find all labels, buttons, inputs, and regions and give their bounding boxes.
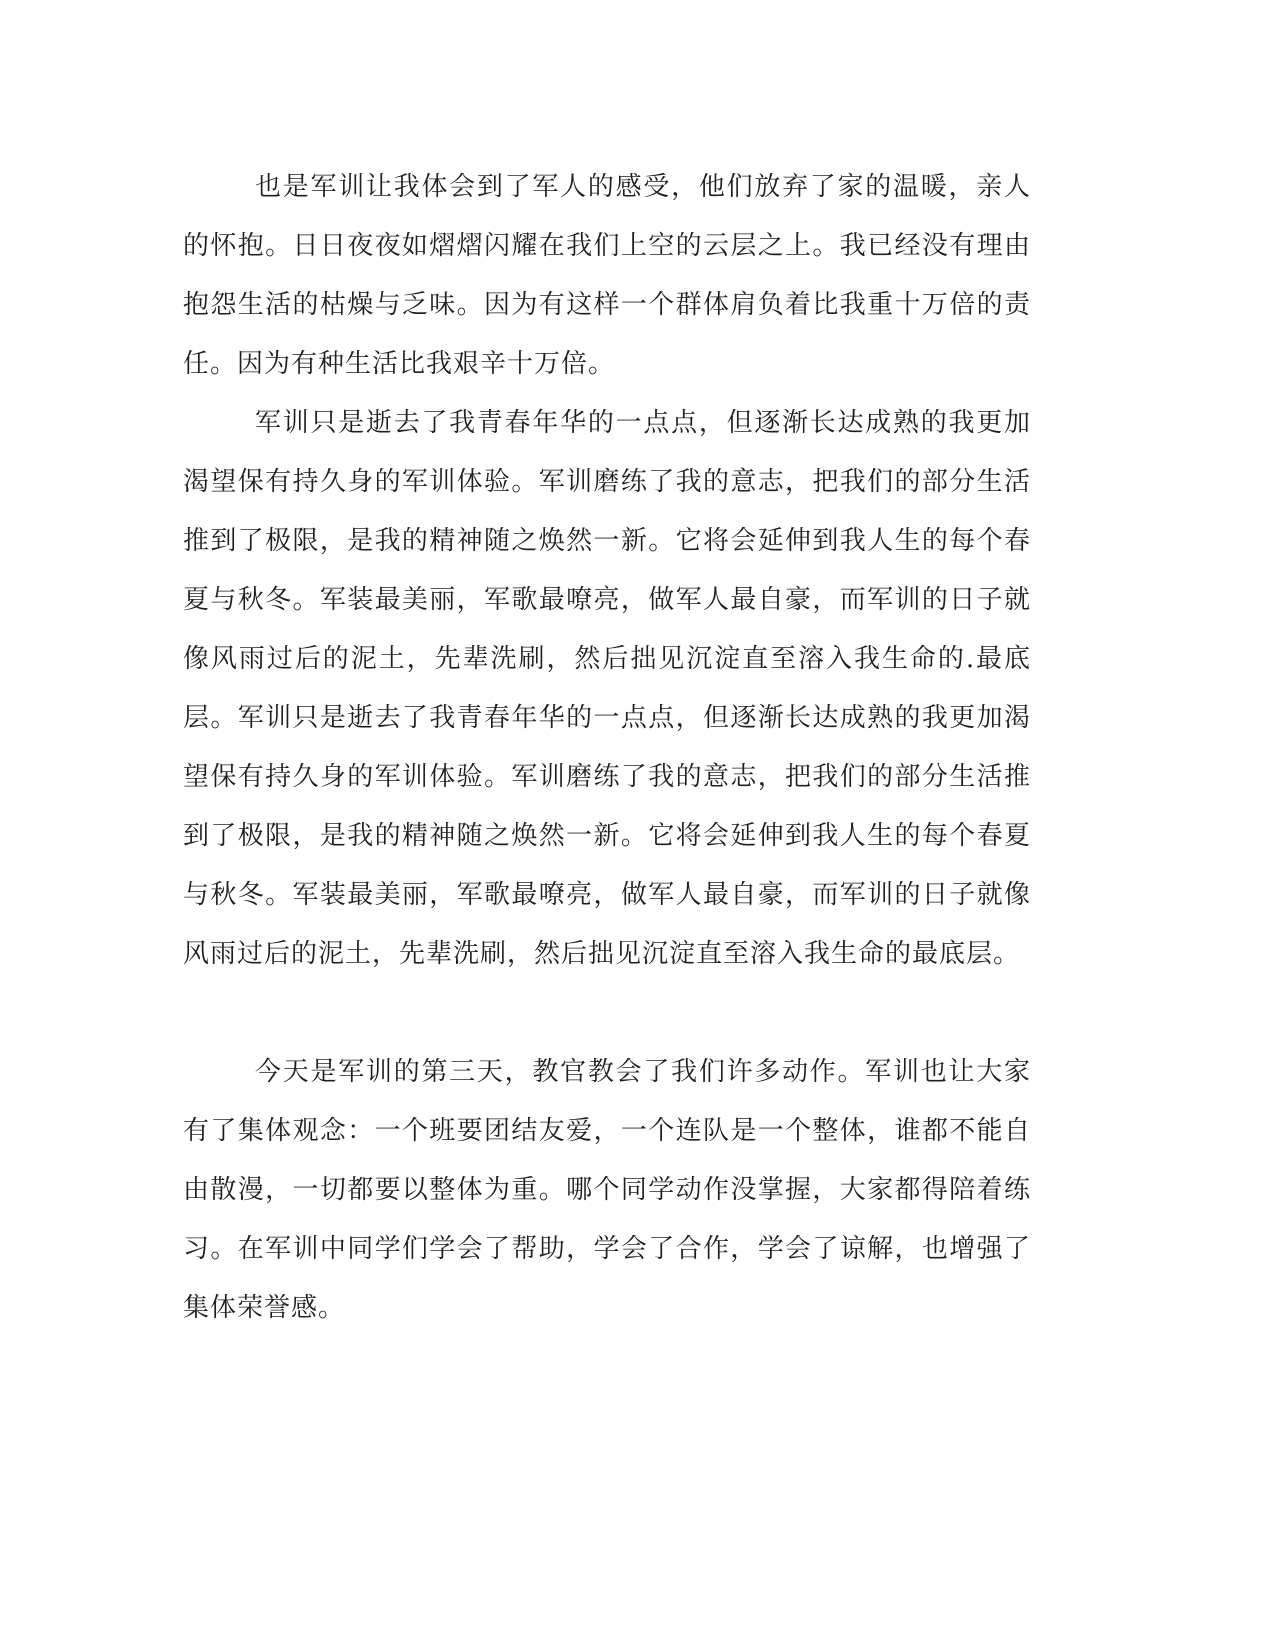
document-body: [183, 158, 1031, 1338]
paragraph-2: 军训只是逝去了我青春年华的一点点，但逐渐长达成熟的我更加渴望保有持久身的军训体验。军训磨练了我的意志，把我们的部分生活推到了极限，是我的精神随之焕然一新。它将会延伸到我人生的每个春夏与秋冬。军装最美丽，军歌最嘹亮，做军人最自豪，而军训的日子就像风雨过后的泥土，先辈洗刷，然后拙见沉淀直至溶入我生命的.最底层。军训只是逝去了我青春年华的一点点，但逐渐长达成熟的我更加渴望保有持久身的军训体验。军训磨练了我的意志，把我们的部分生活推到了极限，是我的精神随之焕然一新。它将会延伸到我人生的每个春夏与秋冬。军装最美丽，军歌最嘹亮，做军人最自豪，而军训的日子就像风雨过后的泥土，先辈洗刷，然后拙见沉淀直至溶入我生命的最底层。: [183, 408, 1031, 969]
paragraph-3: 今天是军训的第三天，教官教会了我们许多动作。军训也让大家有了集体观念：一个班要团结友爱，一个连队是一个整体，谁都不能自由散漫，一切都要以整体为重。哪个同学动作没掌握，大家都得陪着练习。在军训中同学们学会了帮助，学会了合作，学会了谅解，也增强了集体荣誉感。: [183, 1057, 1031, 1323]
paragraph-1: 也是军训让我体会到了军人的感受，他们放弃了家的温暖，亲人的怀抱。日日夜夜如熠熠闪耀在我们上空的云层之上。我已经没有理由抱怨生活的枯燥与乏味。因为有这样一个群体肩负着比我重十万倍的责任。因为有种生活比我艰辛十万倍。: [183, 172, 1031, 379]
